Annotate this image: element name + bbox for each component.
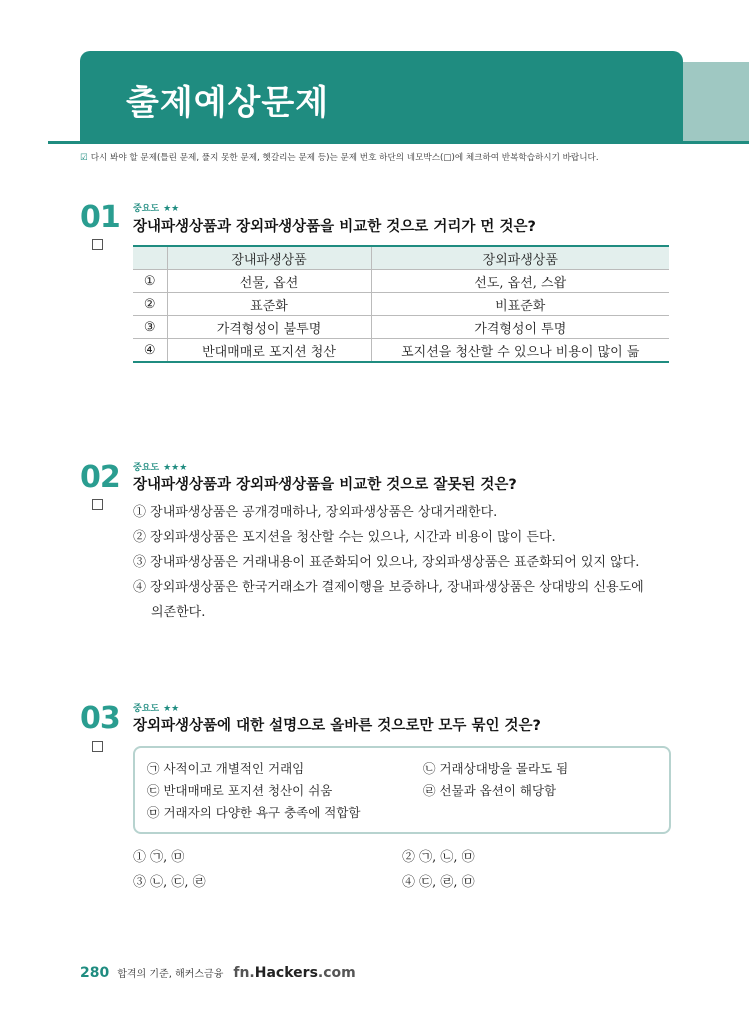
table-cell: 선도, 옵션, 스왑 (371, 270, 669, 293)
statement-item: ㉡ 거래상대방을 몰라도 됨 (423, 761, 569, 776)
table-cell: 반대매매로 포지션 청산 (167, 339, 371, 363)
list-item: ④ 장외파생상품은 한국거래소가 결제이행을 보증하나, 장내파생상품은 상대방의 신용도에 (133, 580, 644, 595)
question-text: 장내파생상품과 장외파생상품을 비교한 것으로 거리가 먼 것은? (133, 219, 536, 235)
table-cell: 포지션을 청산할 수 있으나 비용이 많이 듦 (371, 339, 669, 363)
page-footer (80, 965, 356, 981)
table-cell: 표준화 (167, 293, 371, 316)
question-number: 01 (80, 200, 120, 235)
list-item-continuation: 의존한다. (151, 605, 206, 620)
importance-label: 중요도 ★★ (133, 704, 180, 714)
statement-item: ㉢ 반대매매로 포지션 청산이 쉬움 (147, 783, 333, 798)
question-text: 장외파생상품에 대한 설명으로 올바른 것으로만 모두 묶인 것은? (133, 718, 541, 734)
page-number: 280 (80, 965, 110, 981)
answer-choice[interactable]: ① ㉠, ㉤ (133, 850, 185, 865)
table-cell: 선물, 옵션 (167, 270, 371, 293)
star-icon: ★★ (163, 204, 180, 214)
list-item: ③ 장내파생상품은 거래내용이 표준화되어 있으나, 장외파생상품은 표준화되어 있지 않다. (133, 555, 640, 570)
table-header: 장외파생상품 (371, 246, 669, 270)
importance-label: 중요도 ★★★ (133, 463, 188, 473)
table-row (133, 316, 669, 339)
list-item: ② 장외파생상품은 포지션을 청산할 수는 있으나, 시간과 비용이 많이 든다. (133, 530, 556, 545)
statement-item: ㉤ 거래자의 다양한 욕구 충족에 적합함 (147, 805, 361, 820)
review-checkbox[interactable] (92, 239, 103, 250)
answer-choice[interactable]: ③ ㉡, ㉢, ㉣ (133, 875, 206, 890)
table-header-row (133, 246, 669, 270)
option-list (133, 500, 673, 625)
side-tab (683, 62, 749, 141)
page-title: 출제예상문제 (126, 83, 330, 123)
table-cell: ② (133, 293, 167, 316)
statement-box (133, 746, 671, 834)
answer-choice[interactable]: ② ㉠, ㉡, ㉤ (402, 850, 475, 865)
table-cell: 가격형성이 불투명 (167, 316, 371, 339)
list-item: ① 장내파생상품은 공개경매하나, 장외파생상품은 상대거래한다. (133, 505, 498, 520)
statement-item: ㉠ 사적이고 개별적인 거래임 (147, 761, 305, 776)
table-cell: ④ (133, 339, 167, 363)
question-text: 장내파생상품과 장외파생상품을 비교한 것으로 잘못된 것은? (133, 477, 517, 493)
instruction-text: ☑ 다시 봐야 할 문제(틀린 문제, 풀지 못한 문제, 헷갈리는 문제 등)는 문제 번호 하단의 네모박스(□)에 체크하여 반복학습하시기 바랍니다. (80, 153, 599, 163)
star-icon: ★★ (163, 704, 180, 714)
question-number: 03 (80, 701, 120, 736)
statement-item: ㉣ 선물과 옵션이 해당함 (423, 783, 557, 798)
table-cell: 비표준화 (371, 293, 669, 316)
header-banner (80, 51, 683, 141)
table-row (133, 270, 669, 293)
table-header: 장내파생상품 (167, 246, 371, 270)
footer-slogan: 합격의 기준, 해커스금융 (117, 969, 224, 980)
importance-label: 중요도 ★★ (133, 204, 180, 214)
star-icon: ★★★ (163, 463, 188, 473)
review-checkbox[interactable] (92, 499, 103, 510)
table-row (133, 293, 669, 316)
site-logo: fn.Hackers.com (233, 965, 356, 981)
checkbox-icon: ☑ (80, 153, 88, 163)
table-row (133, 339, 669, 363)
table-cell: ③ (133, 316, 167, 339)
answer-choice[interactable]: ④ ㉢, ㉣, ㉤ (402, 875, 475, 890)
table-cell: 가격형성이 투명 (371, 316, 669, 339)
review-checkbox[interactable] (92, 741, 103, 752)
header-rule (48, 141, 749, 144)
table-header (133, 246, 167, 270)
table-cell: ① (133, 270, 167, 293)
comparison-table (133, 245, 669, 363)
question-number: 02 (80, 460, 120, 495)
